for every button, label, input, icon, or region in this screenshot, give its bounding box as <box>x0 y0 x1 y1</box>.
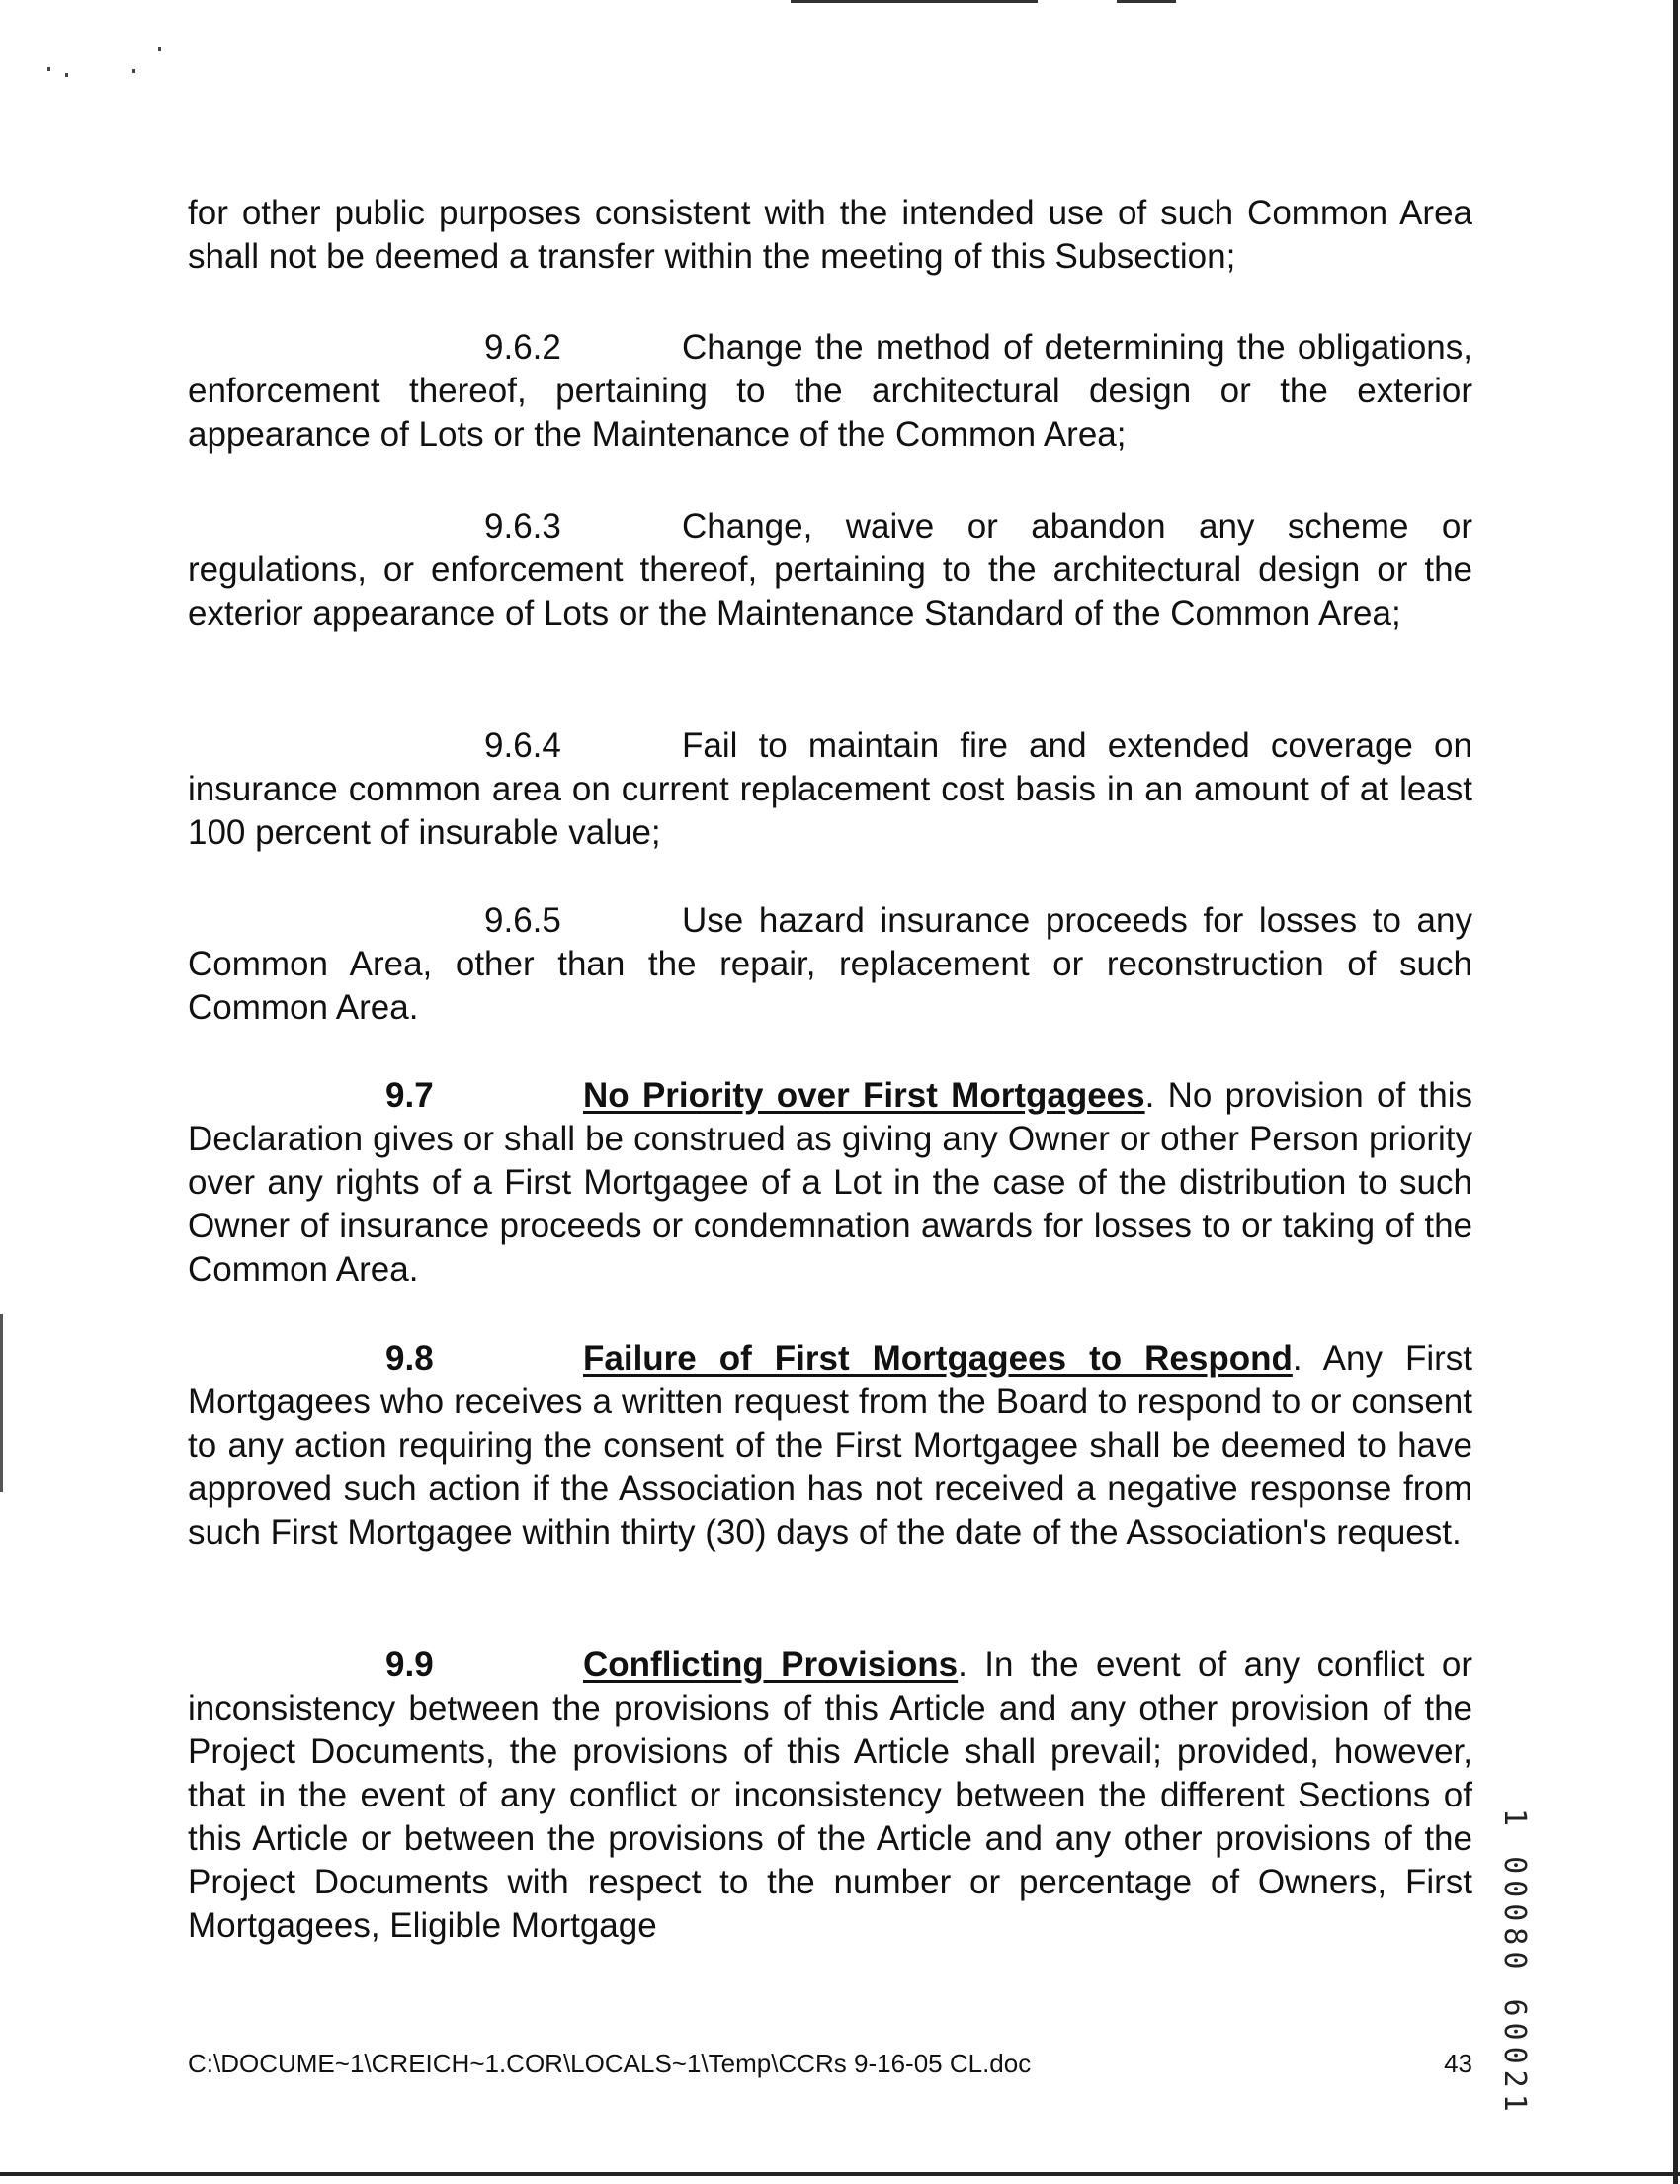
scan-artifact-top-rule <box>791 0 1038 3</box>
scan-border-right <box>1673 0 1678 2184</box>
continued-paragraph <box>188 192 1472 279</box>
subsection-number: 9.6.5 <box>484 901 561 940</box>
subsection-9-6-3 <box>188 505 1472 635</box>
section-text: In the event of any conflict or inconsistency between the provisions of this Article and any other provision of the Project Documents, the provisions of this Article shall prevail; provided, however, that in the event of any conflict or inconsistency between the different Sections of this Article or between the provisions of the Article and any other provisions of the Project Documents with respect to the number or percentage of Owners, First Mortgagees, Eligible Mortgage <box>188 1645 1472 1945</box>
scan-artifact-left-edge <box>0 1314 3 1492</box>
heading-period: . <box>958 1645 985 1684</box>
section-number: 9.9 <box>385 1645 434 1684</box>
scan-speck <box>132 69 135 73</box>
subsection-text: Fail to maintain fire and extended coverage on insurance common area on current replacement cost basis in an amount of at least 100 percent of insurable value; <box>188 726 1472 852</box>
subsection-9-6-5 <box>188 899 1472 1030</box>
subsection-text: Change the method of determining the obligations, enforcement thereof, pertaining to the architectural design or the exterior appearance of Lots or the Maintenance of the Common Area; <box>188 328 1472 454</box>
scan-speck <box>158 47 161 51</box>
continued-paragraph-text: for other public purposes consistent with the intended use of such Common Area shall not be deemed a transfer within the meeting of this Subsection; <box>188 194 1472 276</box>
section-9-8 <box>188 1337 1472 1554</box>
section-text: Any First Mortgagees who receives a written request from the Board to respond to or consent to any action requiring the consent of the First Mortgagee shall be deemed to have approved such action if the Association has not received a negative response from such First Mortgagee within thirty (30) days of the date of the Association's request. <box>188 1339 1472 1552</box>
subsection-number: 9.6.4 <box>484 726 561 765</box>
document-control-stamp: 1 00080 60021 <box>1497 1808 1532 2118</box>
section-heading: Conflicting Provisions <box>583 1645 959 1684</box>
scan-artifact-top-rule <box>1117 0 1176 3</box>
subsection-9-6-4 <box>188 724 1472 855</box>
section-number: 9.7 <box>385 1076 434 1115</box>
heading-period: . <box>1144 1076 1168 1115</box>
subsection-9-6-2 <box>188 326 1472 457</box>
footer-file-path: C:\DOCUME~1\CREICH~1.COR\LOCALS~1\Temp\CCRs 9-16-05 CL.doc <box>188 2049 1032 2078</box>
scan-border-bottom <box>0 2172 1680 2176</box>
subsection-text: Change, waive or abandon any scheme or regulations, or enforcement thereof, pertaining to the architectural design or the exterior appearance of Lots or the Maintenance Standard of the Common Area; <box>188 507 1472 632</box>
scan-speck <box>47 67 50 71</box>
subsection-text: Use hazard insurance proceeds for losses to any Common Area, other than the repair, replacement or reconstruction of such Common Area. <box>188 901 1472 1027</box>
section-heading: No Priority over First Mortgagees <box>583 1076 1145 1115</box>
subsection-number: 9.6.3 <box>484 507 561 546</box>
section-9-7 <box>188 1074 1472 1292</box>
heading-period: . <box>1292 1339 1323 1378</box>
section-text: No provision of this Declaration gives or shall be construed as giving any Owner or other Person priority over any rights of a First Mortgagee of a Lot in the case of the distribution to such Owner of insurance proceeds or condemnation awards for losses to or taking of the Common Area. <box>188 1076 1473 1289</box>
page-number: 43 <box>1444 2049 1472 2078</box>
section-heading: Failure of First Mortgagees to Respond <box>583 1339 1293 1378</box>
section-9-9 <box>188 1643 1472 1948</box>
scan-speck <box>65 73 68 77</box>
section-number: 9.8 <box>385 1339 434 1378</box>
subsection-number: 9.6.2 <box>484 328 561 367</box>
